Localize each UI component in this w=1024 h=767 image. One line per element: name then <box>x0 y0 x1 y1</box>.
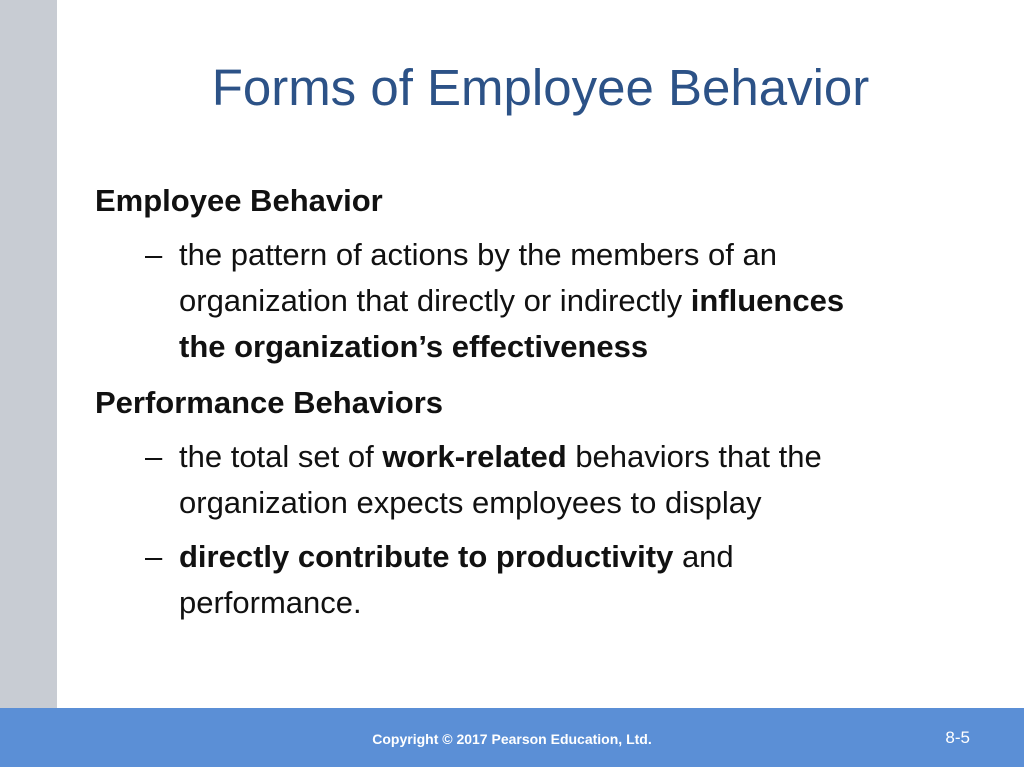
section-heading-performance-behaviors: Performance Behaviors <box>95 385 444 420</box>
definition-performance-behaviors <box>95 434 995 526</box>
footer-bar <box>0 708 1024 767</box>
performance-line-1 <box>179 434 995 480</box>
performance-line-1-post: behaviors that the <box>566 439 822 474</box>
productivity-line-1-post: and <box>673 539 734 574</box>
performance-line-1-pre: the total set of <box>179 439 383 474</box>
productivity-line-2: performance. <box>179 585 362 620</box>
definition-line-1: the pattern of actions by the members of an <box>179 237 777 272</box>
performance-line-1-emphasis: work-related <box>382 439 567 474</box>
definition-line-2-text: organization that directly or indirectly <box>179 283 691 318</box>
slide-title: Forms of Employee Behavior <box>211 59 870 116</box>
productivity-line-1 <box>179 534 995 580</box>
definition-line-2 <box>179 278 995 324</box>
point-productivity <box>95 534 995 626</box>
definition-line-3-emphasis: the organization’s effectiveness <box>179 329 649 364</box>
left-accent-band <box>0 0 57 708</box>
slide-number: 8-5 <box>945 728 970 747</box>
dash-bullet: – <box>145 539 163 574</box>
dash-bullet: – <box>145 237 163 272</box>
copyright-notice: Copyright © 2017 Pearson Education, Ltd. <box>372 731 652 747</box>
performance-line-2: organization expects employees to display <box>179 485 762 520</box>
productivity-line-1-emphasis: directly contribute to productivity <box>179 539 674 574</box>
definition-employee-behavior <box>95 232 995 370</box>
dash-bullet: – <box>145 439 163 474</box>
slide-body <box>95 178 995 626</box>
section-heading-employee-behavior: Employee Behavior <box>95 183 383 218</box>
definition-line-2-emphasis: influences <box>690 283 845 318</box>
